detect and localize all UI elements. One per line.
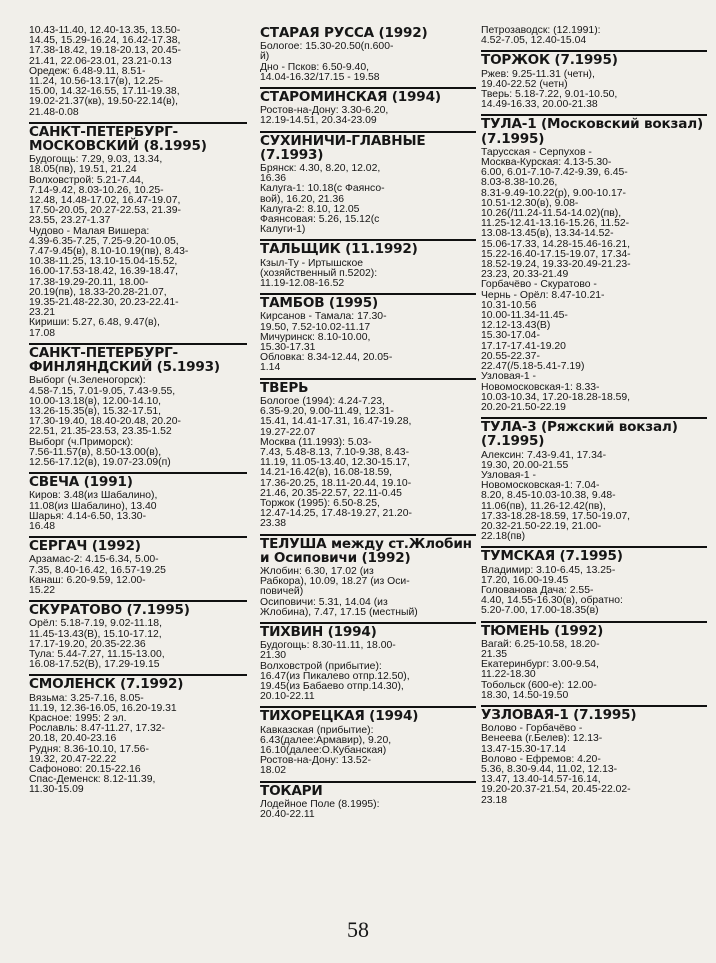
schedule-line: 13.47-15.30-17.14 (481, 743, 566, 755)
schedule-line: 18.05(пв), 19.51, 21.24 (29, 164, 137, 176)
schedule-line: 18.52-19.24, 19.33-20.49-21.23- (481, 259, 631, 271)
schedule-line: (хозяйственный п.5202): (260, 267, 378, 279)
schedule-line: 19.50, 7.52-10.02-11.17 (260, 321, 371, 333)
schedule-line: Канаш: 6.20-9.59, 12.00- (29, 574, 146, 586)
schedule-line: Волово - Горбачёво - (481, 723, 583, 735)
schedule-line: Обловка: 8.34-12.44, 20.05- (260, 352, 393, 364)
station-entry (481, 705, 707, 806)
schedule-line: 12.48, 14.48-17.02, 16.47-19.07, (29, 195, 181, 207)
schedule-line: 5.36, 8.30-9.44, 11.02, 12.13- (481, 764, 618, 775)
schedule-line: Красное: 1995: 2 эл. (29, 712, 127, 724)
schedule-line: Рославль: 8.47-11.27, 17.32- (29, 723, 165, 735)
schedule-line: 6.00, 6.01-7.10-7.42-9.39, 6.45- (481, 167, 628, 179)
schedule-line: 7.14-9.42, 8.03-10.26, 10.25- (29, 184, 164, 196)
schedule-line: 19.20-20.37-21.54, 20.45-22.02- (481, 784, 631, 796)
schedule-line: 21.35 (481, 648, 508, 660)
column-1 (29, 26, 247, 906)
schedule-line: 22.18(пв) (481, 531, 526, 543)
schedule-line: Узловая-1 - (481, 371, 537, 383)
schedule-line: 13.26-15.35(в), 15.32-17.51, (29, 405, 162, 417)
schedule-line: 16.00-17.53-18.42, 16.39-18.47, (29, 266, 179, 278)
schedule-line: Арзамас-2: 4.15-6.34, 5.00- (29, 554, 159, 566)
schedule-line: 14.49-16.33, 20.00-21.38 (481, 99, 598, 111)
schedule-line: 5.20-7.00, 17.00-18.35(в) (481, 605, 599, 617)
schedule-line: Узловая-1 - (481, 469, 537, 481)
schedule-line: Шарья: 4.14-6.50, 13.30- (29, 510, 147, 522)
schedule-line: Калуги-1) (260, 224, 306, 236)
schedule-line: Выборг (ч.Зеленогорск): (29, 375, 146, 387)
schedule-line: 21.30 (260, 650, 287, 662)
schedule-line: Торжок (1995): 6.50-8.25, (260, 497, 380, 509)
schedule-line: 15.22-16.40-17.15-19.07, 17.34- (481, 248, 631, 260)
schedule-line: Кириши: 5.27, 6.48, 9.47(в), (29, 317, 160, 329)
schedule-line: Киров: 3.48(из Шабалино), (29, 490, 158, 502)
schedule-line: й) (260, 51, 270, 63)
schedule-line: Тверь: 5.18-7.22, 9.01-10.50, (481, 89, 618, 101)
schedule-line: 20.55-22.37- (481, 350, 540, 362)
station-entry (260, 239, 476, 289)
schedule-line: 17.20, 16.00-19.45 (481, 574, 569, 586)
station-title: ТОРЖОК (7.1995) (481, 50, 707, 67)
schedule-line: Лодейное Поле (8.1995): (260, 798, 380, 810)
schedule-line: Тула: 5.44-7.27, 11.15-13.00, (29, 648, 165, 660)
schedule-line: Тарусская - Серпухов - (481, 146, 592, 158)
schedule-line: Алексин: 7.43-9.41, 17.34- (481, 449, 607, 461)
schedule-line: 21.41, 22.06-23.01, 23.21-0.13 (29, 55, 172, 67)
schedule-line: 17.17-17.41-19.20 (481, 340, 566, 352)
schedule-line: Мичуринск: 8.10-10.00, (260, 331, 371, 343)
station-title: СУХИНИЧИ-ГЛАВНЫЕ (7.1993) (260, 131, 476, 162)
station-title: ТАЛЬЩИК (11.1992) (260, 239, 476, 256)
schedule-line: Новомосковская-1: 8.33- (481, 381, 600, 393)
schedule-line: 16.47(из Пикалево отпр.12.50), (260, 670, 410, 682)
station-entry (481, 26, 707, 46)
schedule-line: Спас-Деменск: 8.12-11.39, (29, 774, 156, 786)
schedule-line: 23.18 (481, 794, 508, 806)
schedule-line: 7.47-9.45(в), 8.10-10.19(пв), 8.43- (29, 246, 189, 258)
schedule-line: Ржев: 9.25-11.31 (четн), (481, 68, 595, 80)
schedule-line: 16.08-17.52(В), 17.29-19.15 (29, 659, 160, 671)
schedule-line: 17.08 (29, 327, 56, 339)
schedule-line: Сафоново: 20.15-22.16 (29, 764, 141, 775)
schedule-line: 15.30-17.31 (260, 342, 316, 354)
schedule-line: Голованова Дача: 2.55- (481, 584, 594, 596)
schedule-line: 15.22 (29, 584, 56, 596)
schedule-line: 10.03-10.34, 17.20-18.28-18.59, (481, 391, 631, 403)
station-entry (260, 293, 476, 373)
schedule-line: Фаянсовая: 5.26, 15.12(с (260, 214, 380, 226)
schedule-line: 6.35-9.20, 9.00-11.49, 12.31- (260, 406, 394, 418)
schedule-line: 17.17-19.20, 20.35-22.36 (29, 638, 146, 650)
schedule-line: Вагай: 6.25-10.58, 18.20- (481, 638, 600, 650)
station-title: ТУЛА-3 (Ряжский вокзал) (7.1995) (481, 417, 707, 448)
schedule-line: Чернь - Орёл: 8.47-10.21- (481, 289, 605, 301)
station-entry (481, 114, 707, 413)
schedule-line: Горбачёво - Скуратово - (481, 279, 597, 291)
station-title: СЕРГАЧ (1992) (29, 536, 247, 553)
schedule-line: 10.38-11.25, 13.10-15.04-15.52, (29, 256, 178, 268)
schedule-line: 4.52-7.05, 12.40-15.04 (481, 35, 587, 47)
schedule-line: Выборг (ч.Приморск): (29, 436, 134, 448)
schedule-line: 15.00, 14.32-16.55, 17.11-19.38, (29, 86, 180, 98)
schedule-line: 20.18, 20.40-23.16 (29, 733, 117, 745)
station-title: ТВЕРЬ (260, 378, 476, 395)
schedule-line: Рудня: 8.36-10.10, 17.56- (29, 743, 149, 755)
station-entry (29, 472, 247, 532)
station-entry (260, 534, 476, 618)
schedule-line: Бологое: 15.30-20.50(п.600- (260, 41, 394, 53)
station-title: СКУРАТОВО (7.1995) (29, 600, 247, 617)
schedule-line: 8.03-8.38-10.26, (481, 177, 558, 189)
page-number: 58 (347, 917, 369, 942)
schedule-line: Волово - Ефремов: 4.20- (481, 753, 601, 765)
station-entry (260, 131, 476, 236)
schedule-line: 18.30, 14.50-19.50 (481, 689, 569, 701)
schedule-line: 19.32, 20.47-22.22 (29, 753, 117, 765)
station-entry (481, 50, 707, 110)
schedule-line: 11.30-15.09 (29, 784, 84, 796)
station-entry (29, 674, 247, 795)
schedule-line: 17.36-20.25, 18.11-20.44, 19.10- (260, 477, 412, 489)
schedule-line: Петрозаводск: (12.1991): (481, 26, 601, 36)
schedule-line: 19.27-22.07 (260, 426, 316, 438)
station-entry (260, 622, 476, 702)
schedule-line: 7.56-11.57(в), 8.50-13.00(в), (29, 446, 162, 458)
schedule-line: 17.33-18.28-18.59, 17.50-19.07, (481, 510, 631, 522)
schedule-line: 11.08(из Шабалино), 13.40 (29, 500, 157, 512)
station-title: ТЕЛУША между ст.Жлобин и Осиповичи (1992) (260, 534, 476, 565)
station-title: СТАРАЯ РУССА (1992) (260, 26, 428, 41)
schedule-line: 17.38-18.42, 19.18-20.13, 20.45- (29, 45, 181, 57)
schedule-line: 1.14 (260, 362, 281, 374)
schedule-line: 16.36 (260, 173, 287, 185)
schedule-line: Волховстрой (прибытие): (260, 660, 382, 672)
schedule-line: Москва-Курская: 4.13-5.30- (481, 157, 612, 169)
schedule-line: 13.08-13.45(в), 13.34-14.52- (481, 228, 614, 240)
station-title: ТИХВИН (1994) (260, 622, 476, 639)
schedule-line: 11.19, 12.36-16.05, 16.20-19.31 (29, 702, 177, 714)
schedule-line: Кирсанов - Тамала: 17.30- (260, 311, 387, 323)
schedule-line: 20.20-21.50-22.19 (481, 401, 566, 413)
schedule-line: 15.30-17.04- (481, 330, 540, 342)
schedule-line: 22.51, 21.35-23.53, 23.35-1.52 (29, 426, 172, 438)
schedule-line: Чудово - Малая Вишера: (29, 225, 150, 237)
station-title: СТАРОМИНСКАЯ (1994) (260, 87, 476, 104)
schedule-line: 15.41, 14.41-17.31, 16.47-19.28, (260, 416, 412, 428)
station-entry (29, 343, 247, 468)
schedule-line: 12.19-14.51, 20.34-23.09 (260, 115, 377, 127)
schedule-line: 14.04-16.32/17.15 - 19.58 (260, 71, 380, 83)
schedule-line: 11.19, 11.05-13.40, 12.30-15.17, (260, 457, 410, 469)
schedule-line: Дно - Псков: 6.50-9.40, (260, 61, 369, 73)
station-entry (29, 600, 247, 670)
schedule-line: 19.30, 20.00-21.55 (481, 459, 569, 471)
schedule-line: Осиповичи: 5.31, 14.04 (из (260, 596, 388, 608)
schedule-line: 10.00-13.18(в), 12.00-14.10, (29, 395, 162, 407)
station-title: ТУМСКАЯ (7.1995) (481, 546, 707, 563)
schedule-line: 11.22-18.30 (481, 669, 536, 681)
schedule-line: 23.23, 20.33-21.49 (481, 269, 569, 281)
schedule-line: 19.45(из Бабаево отпр.14.30), (260, 680, 404, 692)
station-title: ТАМБОВ (1995) (260, 293, 476, 310)
schedule-line: 10.43-11.40, 12.40-13.35, 13.50- (29, 26, 181, 36)
schedule-line: Бологое (1994): 4.24-7.23, (260, 395, 385, 407)
schedule-line: 20.40-22.11 (260, 809, 315, 820)
station-entry (260, 87, 476, 127)
schedule-line: 11.45-13.43(В), 15.10-17.12, (29, 628, 162, 640)
schedule-line: Волховстрой: 5.21-7.44, (29, 174, 144, 186)
schedule-line: 23.55, 23.27-1.37 (29, 215, 111, 227)
schedule-line: 14.21-16.42(в), 16.08-18.59, (260, 467, 393, 479)
schedule-line: 17.38-19.29-20.11, 18.00- (29, 276, 149, 288)
schedule-line: Рабкора), 10.09, 18.27 (из Оси- (260, 576, 410, 588)
station-entry (260, 26, 476, 83)
schedule-line: Ростов-на-Дону: 13.52- (260, 755, 371, 767)
station-title: САНКТ-ПЕТЕРБУРГ-МОСКОВСКИЙ (8.1995) (29, 122, 247, 153)
schedule-line: Калуга-2: 8.10, 12.05 (260, 203, 360, 215)
schedule-line: 19.02-21.37(кв), 19.50-22.14(в), (29, 96, 179, 108)
schedule-line: 20.10-22.11 (260, 691, 315, 703)
schedule-line: 23.21 (29, 307, 56, 319)
station-title: ТЮМЕНЬ (1992) (481, 621, 707, 638)
schedule-line: 12.12-13.43(В) (481, 320, 551, 332)
schedule-line: Калуга-1: 10.18(с Фаянсо- (260, 183, 385, 195)
schedule-line: 8.20, 8.45-10.03-10.38, 9.48- (481, 490, 616, 502)
schedule-line: Жлобин: 6.30, 17.02 (из (260, 565, 374, 577)
schedule-line: 8.31-9.49-10.22(р), 9.00-10.17- (481, 187, 626, 199)
schedule-line: Москва (11.1993): 5.03- (260, 436, 372, 448)
schedule-line: 13.47, 13.40-14.57-16.14, (481, 774, 601, 786)
schedule-line: 20.19(пв), 18.33-20.28-21.07, (29, 286, 167, 298)
schedule-line: 6.43(далее:Армавир), 9.20, (260, 734, 392, 746)
schedule-line: 19.35-21.48-22.30, 20.23-22.41- (29, 297, 179, 309)
station-entry (481, 546, 707, 616)
station-entry (29, 536, 247, 596)
schedule-line: Будогощь: 7.29, 9.03, 13.34, (29, 154, 163, 166)
schedule-line: 11.25-12.41-13.16-15.26, 11.52- (481, 218, 630, 230)
schedule-line: Венеева (г.Белев): 12.13- (481, 733, 603, 745)
schedule-line: 16.10(далее:О.Кубанская) (260, 744, 387, 756)
schedule-line: Орёл: 5.18-7.19, 9.02-11.18, (29, 618, 162, 630)
schedule-line: 18.02 (260, 765, 287, 777)
schedule-line: 4.39-6.35-7.25, 7.25-9.20-10.05, (29, 235, 179, 247)
schedule-line: 22.47(/5.18-5.41-7.19) (481, 361, 585, 373)
schedule-line: 16.48 (29, 520, 56, 532)
station-entry (260, 706, 476, 776)
schedule-line: Ростов-на-Дону: 3.30-6.20, (260, 105, 389, 117)
column-2 (260, 26, 476, 906)
station-entry (481, 417, 707, 542)
schedule-line: 11.24, 10.56-13.17(в), 12.25- (29, 76, 164, 88)
schedule-line: Жлобина), 7.47, 17.15 (местный) (260, 606, 418, 618)
schedule-line: 21.46, 20.35-22.57, 22.11-0.45 (260, 487, 402, 499)
schedule-line: 17.50-20.05, 20.27-22.53, 21.39- (29, 205, 181, 217)
station-title: ТУЛА-1 (Московский вокзал) (7.1995) (481, 114, 707, 145)
schedule-line: 4.58-7.15, 7.01-9.05, 7.43-9.55, (29, 385, 176, 397)
schedule-line: 12.47-14.25, 17.48-19.27, 21.20- (260, 508, 412, 520)
schedule-line: Екатеринбург: 3.00-9.54, (481, 659, 599, 671)
station-entry (260, 781, 476, 821)
station-title: САНКТ-ПЕТЕРБУРГ-ФИНЛЯНДСКИЙ (5.1993) (29, 343, 247, 374)
schedule-line: 10.51-12.30(в), 9.08- (481, 197, 579, 209)
station-title: УЗЛОВАЯ-1 (7.1995) (481, 705, 707, 722)
schedule-line: вой), 16.20, 21.36 (260, 193, 344, 205)
station-title: СВЕЧА (1991) (29, 472, 247, 489)
schedule-line: Брянск: 4.30, 8.20, 12.02, (260, 163, 381, 175)
schedule-line: повичей) (260, 586, 304, 598)
schedule-line: 11.06(пв), 11.26-12.42(пв), (481, 500, 606, 512)
station-title: ТОКАРИ (260, 781, 476, 798)
station-title: ТИХОРЕЦКАЯ (1994) (260, 706, 476, 723)
schedule-line: 20.32-21.50-22.19, 21.00- (481, 520, 602, 532)
schedule-line: 7.43, 5.48-8.13, 7.10-9.38, 8.43- (260, 446, 410, 458)
schedule-line: 14.45, 15.29-16.24, 16.42-17.38, (29, 35, 181, 47)
schedule-line: Кавказская (прибытие): (260, 724, 374, 736)
station-entry (29, 122, 247, 339)
schedule-line: 10.00-11.34-11.45- (481, 310, 568, 322)
station-entry (481, 621, 707, 701)
schedule-line: 7.35, 8.40-16.42, 16.57-19.25 (29, 564, 166, 576)
schedule-line: Будогощь: 8.30-11.11, 18.00- (260, 640, 396, 652)
schedule-line: 21.48-0.08 (29, 106, 79, 118)
schedule-line: 10.26(/11.24-11.54-14.02)(пв), (481, 208, 622, 220)
station-title: СМОЛЕНСК (7.1992) (29, 674, 247, 691)
schedule-line: 17.30-19.40, 18.40-20.48, 20.20- (29, 416, 181, 428)
schedule-line: Оредеж: 6.48-9.11, 8.51- (29, 65, 146, 77)
schedule-line: 4.40, 14.55-16.30(в), обратно: (481, 595, 623, 607)
station-entry (29, 26, 247, 118)
schedule-line: Тобольск (600-е): 12.00- (481, 679, 597, 691)
schedule-line: 12.56-17.12(в), 19.07-23.09(п) (29, 456, 171, 468)
schedule-line: 10.31-10.56 (481, 299, 537, 311)
schedule-line: 19.40-22.52 (четн) (481, 78, 568, 90)
column-3 (481, 26, 707, 906)
schedule-line: Новомосковская-1: 7.04- (481, 480, 600, 492)
schedule-line: 15.06-17.33, 14.28-15.46-16.21, (481, 238, 631, 250)
schedule-line: Вязьма: 3.25-7.16, 8.05- (29, 692, 144, 704)
station-entry (260, 378, 476, 530)
schedule-line: Кзыл-Ту - Иртышское (260, 257, 363, 269)
schedule-line: 11.19-12.08-16.52 (260, 278, 345, 290)
schedule-line: Владимир: 3.10-6.45, 13.25- (481, 564, 616, 576)
schedule-line: 23.38 (260, 518, 287, 530)
